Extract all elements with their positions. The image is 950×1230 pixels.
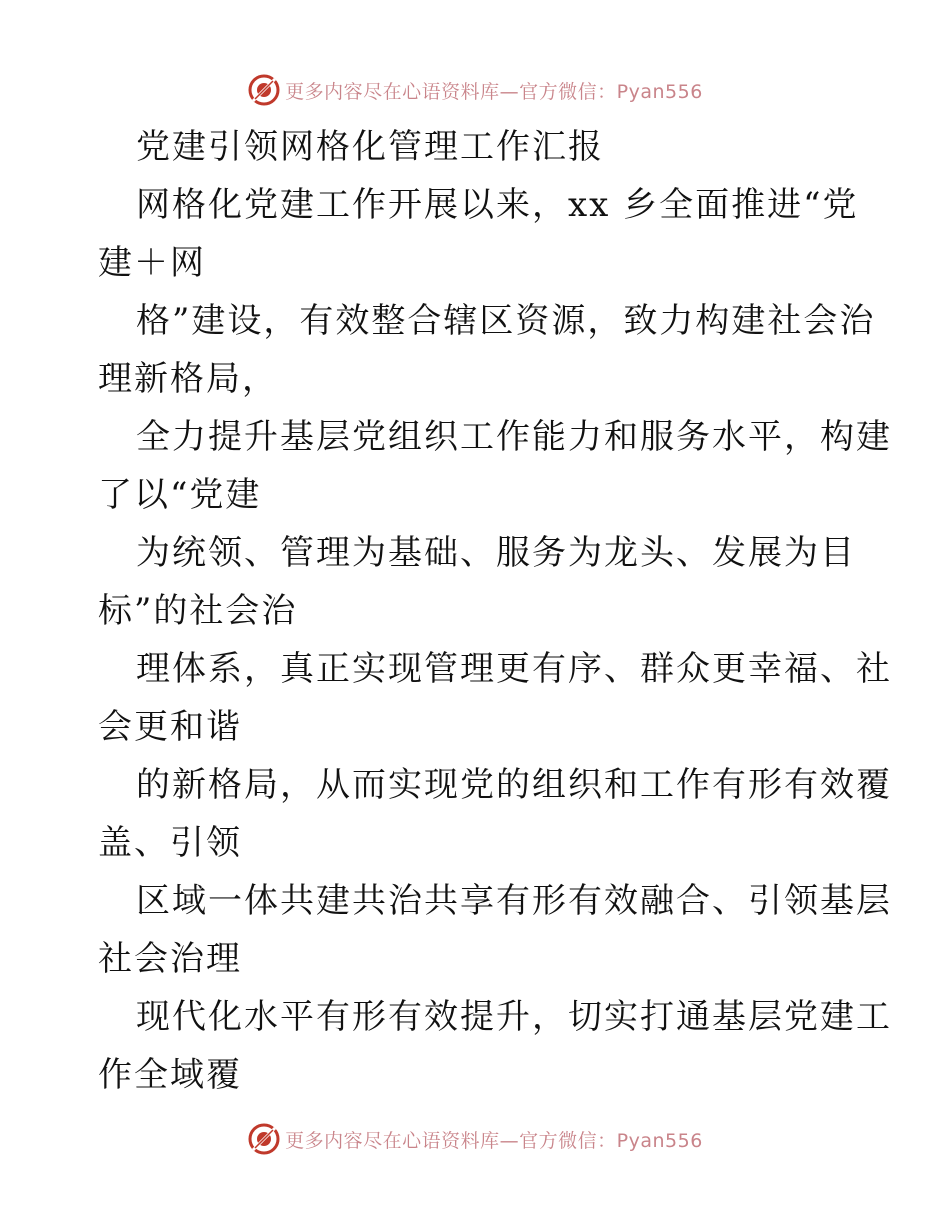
header-watermark-text: 更多内容尽在心语资料库—官方微信：Pyan556 (285, 80, 703, 103)
paragraph-line: 区域一体共建共治共享有形有效融合、引领基层 (136, 881, 892, 921)
header-watermark-banner (0, 70, 950, 110)
paragraph-line: 格”建设，有效整合辖区资源，致力构建社会治 (136, 301, 876, 341)
paragraph-line: 理体系，真正实现管理更有序、群众更幸福、社 (136, 649, 892, 689)
paragraph-line: 会更和谐 (98, 707, 242, 747)
document-body (98, 118, 892, 1104)
seal-logo-icon (247, 73, 281, 107)
document-title: 党建引领网格化管理工作汇报 (136, 127, 604, 167)
footer-watermark-banner (0, 1119, 950, 1159)
paragraph-line: 理新格局， (98, 359, 278, 399)
paragraph-line: 现代化水平有形有效提升，切实打通基层党建工 (136, 997, 892, 1037)
paragraph-line: 建＋网 (98, 243, 206, 283)
paragraph-line: 作全域覆 (98, 1055, 242, 1095)
paragraph-line: 为统领、管理为基础、服务为龙头、发展为目 (136, 533, 856, 573)
paragraph-line: 了以“党建 (98, 475, 262, 515)
paragraph-line: 的新格局，从而实现党的组织和工作有形有效覆 (136, 765, 892, 805)
paragraph-line: 全力提升基层党组织工作能力和服务水平，构建 (136, 417, 892, 457)
seal-logo-icon (247, 1122, 281, 1156)
paragraph-line: 盖、引领 (98, 823, 242, 863)
paragraph-line: 社会治理 (98, 939, 242, 979)
footer-watermark-text: 更多内容尽在心语资料库—官方微信：Pyan556 (285, 1129, 703, 1152)
paragraph-line: 标”的社会治 (98, 591, 298, 631)
paragraph-line: 网格化党建工作开展以来，xx 乡全面推进“党 (136, 185, 859, 225)
